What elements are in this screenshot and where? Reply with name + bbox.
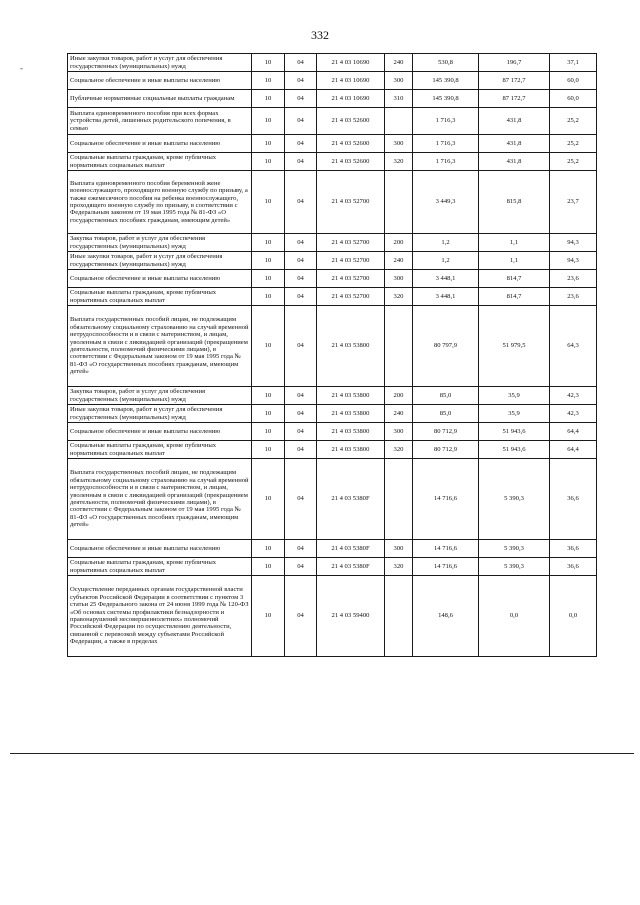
actual-amount: 87 172,7	[479, 90, 550, 108]
subsection-code: 04	[285, 108, 317, 135]
planned-amount: 145 390,8	[413, 72, 479, 90]
row-description: Иные закупки товаров, работ и услуг для обеспечения государственных (муниципальных) нужд	[68, 405, 252, 423]
section-code: 10	[252, 90, 285, 108]
bottom-rule	[10, 753, 634, 754]
target-article-code: 21 4 03 52600	[317, 153, 385, 171]
actual-amount: 0,0	[479, 576, 550, 657]
planned-amount: 530,8	[413, 54, 479, 72]
planned-amount: 85,0	[413, 405, 479, 423]
row-description: Выплата государственных пособий лицам, не подлежащим обязательному социальному страхованию на случай временной нетрудоспособности и в связи с материнством, и лицам, уволенным в связи с ликвидацией организаций (прекращением деятельности, полномочий физическими лицами), в соответствии с Федеральным законом от 19 мая 1995 года № 81-ФЗ «О государственных пособиях гражданам, имеющим детей»	[68, 306, 252, 387]
actual-amount: 87 172,7	[479, 72, 550, 90]
section-code: 10	[252, 153, 285, 171]
execution-percent: 94,3	[550, 234, 597, 252]
planned-amount: 1,2	[413, 234, 479, 252]
expense-type-code: 300	[385, 270, 413, 288]
subsection-code: 04	[285, 459, 317, 540]
subsection-code: 04	[285, 306, 317, 387]
expense-type-code	[385, 306, 413, 387]
row-description: Социальные выплаты гражданам, кроме публичных нормативных социальных выплат	[68, 153, 252, 171]
row-description: Иные закупки товаров, работ и услуг для обеспечения государственных (муниципальных) нужд	[68, 54, 252, 72]
section-code: 10	[252, 387, 285, 405]
section-code: 10	[252, 72, 285, 90]
target-article-code: 21 4 03 52600	[317, 108, 385, 135]
table-row	[68, 90, 597, 108]
section-code: 10	[252, 441, 285, 459]
actual-amount: 1,1	[479, 234, 550, 252]
table-row	[68, 423, 597, 441]
subsection-code: 04	[285, 54, 317, 72]
scan-mark: -	[20, 63, 23, 73]
table-row	[68, 558, 597, 576]
execution-percent: 64,3	[550, 306, 597, 387]
execution-percent: 64,4	[550, 441, 597, 459]
expense-type-code: 300	[385, 423, 413, 441]
table-row	[68, 576, 597, 657]
expense-type-code	[385, 576, 413, 657]
section-code: 10	[252, 135, 285, 153]
section-code: 10	[252, 306, 285, 387]
row-description: Социальные выплаты гражданам, кроме публичных нормативных социальных выплат	[68, 558, 252, 576]
execution-percent: 23,6	[550, 270, 597, 288]
row-description: Закупка товаров, работ и услуг для обеспечения государственных (муниципальных) нужд	[68, 387, 252, 405]
subsection-code: 04	[285, 405, 317, 423]
subsection-code: 04	[285, 441, 317, 459]
section-code: 10	[252, 288, 285, 306]
table-row	[68, 252, 597, 270]
row-description: Социальное обеспечение и иные выплаты населению	[68, 135, 252, 153]
table-row	[68, 135, 597, 153]
table-row	[68, 459, 597, 540]
planned-amount: 80 712,9	[413, 441, 479, 459]
section-code: 10	[252, 108, 285, 135]
expense-type-code: 200	[385, 234, 413, 252]
section-code: 10	[252, 558, 285, 576]
target-article-code: 21 4 03 53800	[317, 306, 385, 387]
execution-percent: 36,6	[550, 459, 597, 540]
target-article-code: 21 4 03 59400	[317, 576, 385, 657]
execution-percent: 37,1	[550, 54, 597, 72]
section-code: 10	[252, 54, 285, 72]
target-article-code: 21 4 03 10690	[317, 72, 385, 90]
row-description: Закупка товаров, работ и услуг для обеспечения государственных (муниципальных) нужд	[68, 234, 252, 252]
planned-amount: 1 716,3	[413, 135, 479, 153]
expense-type-code	[385, 171, 413, 234]
target-article-code: 21 4 03 53800	[317, 441, 385, 459]
target-article-code: 21 4 03 52700	[317, 171, 385, 234]
expense-type-code: 320	[385, 558, 413, 576]
table-row	[68, 171, 597, 234]
table-row	[68, 306, 597, 387]
execution-percent: 25,2	[550, 108, 597, 135]
subsection-code: 04	[285, 288, 317, 306]
expense-type-code: 300	[385, 135, 413, 153]
budget-table	[67, 53, 597, 657]
section-code: 10	[252, 252, 285, 270]
actual-amount: 814,7	[479, 270, 550, 288]
execution-percent: 23,6	[550, 288, 597, 306]
planned-amount: 148,6	[413, 576, 479, 657]
target-article-code: 21 4 03 10690	[317, 90, 385, 108]
actual-amount: 196,7	[479, 54, 550, 72]
subsection-code: 04	[285, 153, 317, 171]
planned-amount: 3 448,1	[413, 270, 479, 288]
subsection-code: 04	[285, 171, 317, 234]
execution-percent: 23,7	[550, 171, 597, 234]
row-description: Выплата единовременного пособия при всех формах устройства детей, лишенных родительского попечения, в семью	[68, 108, 252, 135]
target-article-code: 21 4 03 5380F	[317, 558, 385, 576]
actual-amount: 5 390,3	[479, 459, 550, 540]
table-body	[68, 54, 597, 657]
row-description: Выплата единовременного пособия беременной жене военнослужащего, проходящего военную службу по призыву, а также ежемесячного пособия на ребенка военнослужащего, проходящего военную службу по призыву, в соответствии с Федеральным законом от 19 мая 1995 года № 81-ФЗ «О государственных пособиях гражданам, имеющим детей»	[68, 171, 252, 234]
execution-percent: 36,6	[550, 558, 597, 576]
actual-amount: 5 390,3	[479, 558, 550, 576]
execution-percent: 60,0	[550, 72, 597, 90]
expense-type-code: 240	[385, 54, 413, 72]
row-description: Социальное обеспечение и иные выплаты населению	[68, 540, 252, 558]
target-article-code: 21 4 03 53800	[317, 423, 385, 441]
planned-amount: 14 716,6	[413, 540, 479, 558]
target-article-code: 21 4 03 52700	[317, 252, 385, 270]
subsection-code: 04	[285, 72, 317, 90]
actual-amount: 431,8	[479, 153, 550, 171]
row-description: Социальные выплаты гражданам, кроме публичных нормативных социальных выплат	[68, 441, 252, 459]
planned-amount: 1,2	[413, 252, 479, 270]
planned-amount: 145 390,8	[413, 90, 479, 108]
section-code: 10	[252, 405, 285, 423]
execution-percent: 25,2	[550, 135, 597, 153]
target-article-code: 21 4 03 10690	[317, 54, 385, 72]
actual-amount: 51 943,6	[479, 441, 550, 459]
row-description: Социальные выплаты гражданам, кроме публичных нормативных социальных выплат	[68, 288, 252, 306]
target-article-code: 21 4 03 52700	[317, 270, 385, 288]
actual-amount: 1,1	[479, 252, 550, 270]
target-article-code: 21 4 03 52700	[317, 288, 385, 306]
expense-type-code: 300	[385, 72, 413, 90]
expense-type-code: 240	[385, 252, 413, 270]
actual-amount: 431,8	[479, 135, 550, 153]
planned-amount: 80 797,9	[413, 306, 479, 387]
table-row	[68, 540, 597, 558]
page-number: 332	[311, 28, 329, 42]
row-description: Социальное обеспечение и иные выплаты населению	[68, 72, 252, 90]
table-row	[68, 387, 597, 405]
expense-type-code: 320	[385, 441, 413, 459]
execution-percent: 64,4	[550, 423, 597, 441]
planned-amount: 3 449,3	[413, 171, 479, 234]
subsection-code: 04	[285, 234, 317, 252]
expense-type-code: 300	[385, 540, 413, 558]
actual-amount: 815,8	[479, 171, 550, 234]
table-row	[68, 153, 597, 171]
actual-amount: 35,9	[479, 387, 550, 405]
expense-type-code	[385, 459, 413, 540]
section-code: 10	[252, 576, 285, 657]
execution-percent: 0,0	[550, 576, 597, 657]
execution-percent: 42,3	[550, 405, 597, 423]
target-article-code: 21 4 03 5380F	[317, 540, 385, 558]
table-row	[68, 234, 597, 252]
table-row	[68, 405, 597, 423]
target-article-code: 21 4 03 53800	[317, 387, 385, 405]
section-code: 10	[252, 234, 285, 252]
row-description: Выплата государственных пособий лицам, не подлежащим обязательному социальному страхованию на случай временной нетрудоспособности и в связи с материнством, и лицам, уволенным в связи с ликвидацией организаций (прекращением деятельности, полномочий физическими лицами), в соответствии с Федеральным законом от 19 мая 1995 года № 81-ФЗ «О государственных пособиях гражданам, имеющим детей»	[68, 459, 252, 540]
expense-type-code: 320	[385, 288, 413, 306]
target-article-code: 21 4 03 5380F	[317, 459, 385, 540]
execution-percent: 60,0	[550, 90, 597, 108]
actual-amount: 5 390,3	[479, 540, 550, 558]
row-description: Социальное обеспечение и иные выплаты населению	[68, 270, 252, 288]
section-code: 10	[252, 459, 285, 540]
expense-type-code	[385, 108, 413, 135]
expense-type-code: 320	[385, 153, 413, 171]
subsection-code: 04	[285, 387, 317, 405]
row-description: Иные закупки товаров, работ и услуг для обеспечения государственных (муниципальных) нужд	[68, 252, 252, 270]
planned-amount: 14 716,6	[413, 558, 479, 576]
target-article-code: 21 4 03 52600	[317, 135, 385, 153]
execution-percent: 36,6	[550, 540, 597, 558]
expense-type-code: 310	[385, 90, 413, 108]
table-row	[68, 108, 597, 135]
actual-amount: 35,9	[479, 405, 550, 423]
execution-percent: 25,2	[550, 153, 597, 171]
row-description: Публичные нормативные социальные выплаты гражданам	[68, 90, 252, 108]
subsection-code: 04	[285, 270, 317, 288]
actual-amount: 51 979,5	[479, 306, 550, 387]
planned-amount: 85,0	[413, 387, 479, 405]
execution-percent: 94,3	[550, 252, 597, 270]
table-row	[68, 72, 597, 90]
planned-amount: 80 712,9	[413, 423, 479, 441]
table-row	[68, 270, 597, 288]
section-code: 10	[252, 171, 285, 234]
section-code: 10	[252, 270, 285, 288]
execution-percent: 42,3	[550, 387, 597, 405]
target-article-code: 21 4 03 53800	[317, 405, 385, 423]
row-description: Социальное обеспечение и иные выплаты населению	[68, 423, 252, 441]
subsection-code: 04	[285, 252, 317, 270]
target-article-code: 21 4 03 52700	[317, 234, 385, 252]
row-description: Осуществление переданных органам государственной власти субъектов Российской Федерации в соответствии с пунктом 3 статьи 25 Федерального закона от 24 июня 1999 года № 120-ФЗ «Об основах системы профилактики безнадзорности и правонарушений несовершеннолетних» полномочий Российской Федерации по осуществлению деятельности, связанной с перевозкой между субъектами Российской Федерации, а также в пределах	[68, 576, 252, 657]
section-code: 10	[252, 423, 285, 441]
planned-amount: 1 716,3	[413, 153, 479, 171]
table-row	[68, 441, 597, 459]
subsection-code: 04	[285, 540, 317, 558]
section-code: 10	[252, 540, 285, 558]
expense-type-code: 240	[385, 405, 413, 423]
planned-amount: 3 448,1	[413, 288, 479, 306]
subsection-code: 04	[285, 90, 317, 108]
subsection-code: 04	[285, 558, 317, 576]
subsection-code: 04	[285, 576, 317, 657]
expense-type-code: 200	[385, 387, 413, 405]
subsection-code: 04	[285, 135, 317, 153]
subsection-code: 04	[285, 423, 317, 441]
planned-amount: 1 716,3	[413, 108, 479, 135]
planned-amount: 14 716,6	[413, 459, 479, 540]
actual-amount: 814,7	[479, 288, 550, 306]
actual-amount: 51 943,6	[479, 423, 550, 441]
table-row	[68, 54, 597, 72]
actual-amount: 431,8	[479, 108, 550, 135]
table-row	[68, 288, 597, 306]
